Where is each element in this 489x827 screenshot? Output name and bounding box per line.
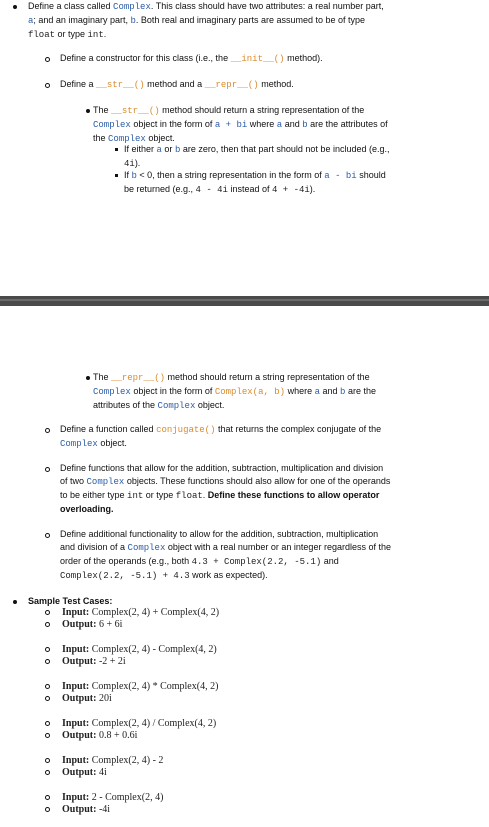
output-value: 20i <box>96 693 112 704</box>
page-break-divider <box>0 296 489 306</box>
input-label: Input: <box>62 755 90 766</box>
intro-paragraph: Define a class called Complex. This class should have two attributes: a real number part, a; and an imaginary part, b. Both real and imaginary parts are assumed to be of type float or type int. <box>28 1 384 40</box>
zero-rule-item: If either a or b are zero, then that part should not be included (e.g., 4i). <box>124 144 390 169</box>
repr-detail-paragraph: The __repr__() method should return a string representation of the Complex object in the form of Complex(a, b) where a and b are the attributes of the Complex object. <box>93 372 376 411</box>
input-label: Input: <box>62 792 90 803</box>
sample-test-cases-heading: Sample Test Cases: <box>28 596 113 606</box>
input-value: Complex(2, 4) - Complex(4, 2) <box>89 644 217 655</box>
output-label: Output: <box>62 656 97 667</box>
output-value: 4i <box>96 767 107 778</box>
extra-functionality-item: Define additional functionality to allow for the addition, subtraction, multiplication and division of a Complex object with a real number or an integer regardless of the order of the operands (e.g., both 4.3 + Complex(2.2, -5.1) and Complex(2.2, -5.1) + 4.3 work as expected). <box>60 529 391 581</box>
sub-bullet-circle <box>45 684 50 689</box>
sub-bullet-circle <box>45 733 50 738</box>
input-label: Input: <box>62 644 90 655</box>
input-label: Input: <box>62 607 90 618</box>
test-case-output <box>62 692 112 705</box>
output-value: -4i <box>96 804 111 815</box>
bullet-dot <box>13 5 17 9</box>
output-label: Output: <box>62 619 97 630</box>
bullet-dot <box>13 600 17 604</box>
sub-bullet-circle <box>45 795 50 800</box>
sub-bullet-circle <box>45 428 50 433</box>
test-case-output <box>62 803 110 816</box>
sub-bullet-circle <box>45 622 50 627</box>
sub-bullet-circle <box>45 721 50 726</box>
bullet-dot <box>86 376 90 380</box>
output-label: Output: <box>62 693 97 704</box>
output-value: -2 + 2i <box>96 656 126 667</box>
sub-sub-bullet-square <box>115 174 118 177</box>
sub-bullet-circle <box>45 770 50 775</box>
sub-bullet-circle <box>45 807 50 812</box>
output-value: 6 + 6i <box>96 619 123 630</box>
sub-bullet-circle <box>45 57 50 62</box>
sub-bullet-circle <box>45 533 50 538</box>
sub-bullet-circle <box>45 610 50 615</box>
input-label: Input: <box>62 718 90 729</box>
test-case-output <box>62 729 137 742</box>
sub-bullet-circle <box>45 83 50 88</box>
str-repr-item: Define a __str__() method and a __repr__() method. <box>60 79 294 90</box>
input-label: Input: <box>62 681 90 692</box>
test-case-output <box>62 655 126 668</box>
test-case-output <box>62 618 122 631</box>
conjugate-item: Define a function called conjugate() that returns the complex conjugate of the Complex object. <box>60 424 382 449</box>
sub-bullet-circle <box>45 467 50 472</box>
output-label: Output: <box>62 730 97 741</box>
sub-bullet-circle <box>45 696 50 701</box>
input-value: Complex(2, 4) - 2 <box>89 755 164 766</box>
bullet-dot <box>86 109 90 113</box>
constructor-item: Define a constructor for this class (i.e., the __init__() method). <box>60 53 323 64</box>
str-detail-paragraph: The __str__() method should return a string representation of the Complex object in the form of a + bi where a and b are the attributes of the Complex object. <box>93 105 388 144</box>
input-value: Complex(2, 4) * Complex(4, 2) <box>89 681 219 692</box>
test-case-output <box>62 766 107 779</box>
output-label: Output: <box>62 767 97 778</box>
sub-bullet-circle <box>45 647 50 652</box>
operators-item: Define functions that allow for the addition, subtraction, multiplication and division of two Complex objects. These functions should also allow for one of the operands to be either type int or type float. Define these functions to allow operator overloading. <box>60 463 391 514</box>
output-value: 0.8 + 0.6i <box>96 730 138 741</box>
input-value: Complex(2, 4) + Complex(4, 2) <box>89 607 220 618</box>
sub-sub-bullet-square <box>115 148 118 151</box>
input-value: 2 - Complex(2, 4) <box>89 792 164 803</box>
output-label: Output: <box>62 804 97 815</box>
input-value: Complex(2, 4) / Complex(4, 2) <box>89 718 217 729</box>
sub-bullet-circle <box>45 659 50 664</box>
sub-bullet-circle <box>45 758 50 763</box>
negative-rule-item: If b < 0, then a string representation in the form of a - bi should be returned (e.g., 4 - 4i instead of 4 + -4i). <box>124 170 386 195</box>
